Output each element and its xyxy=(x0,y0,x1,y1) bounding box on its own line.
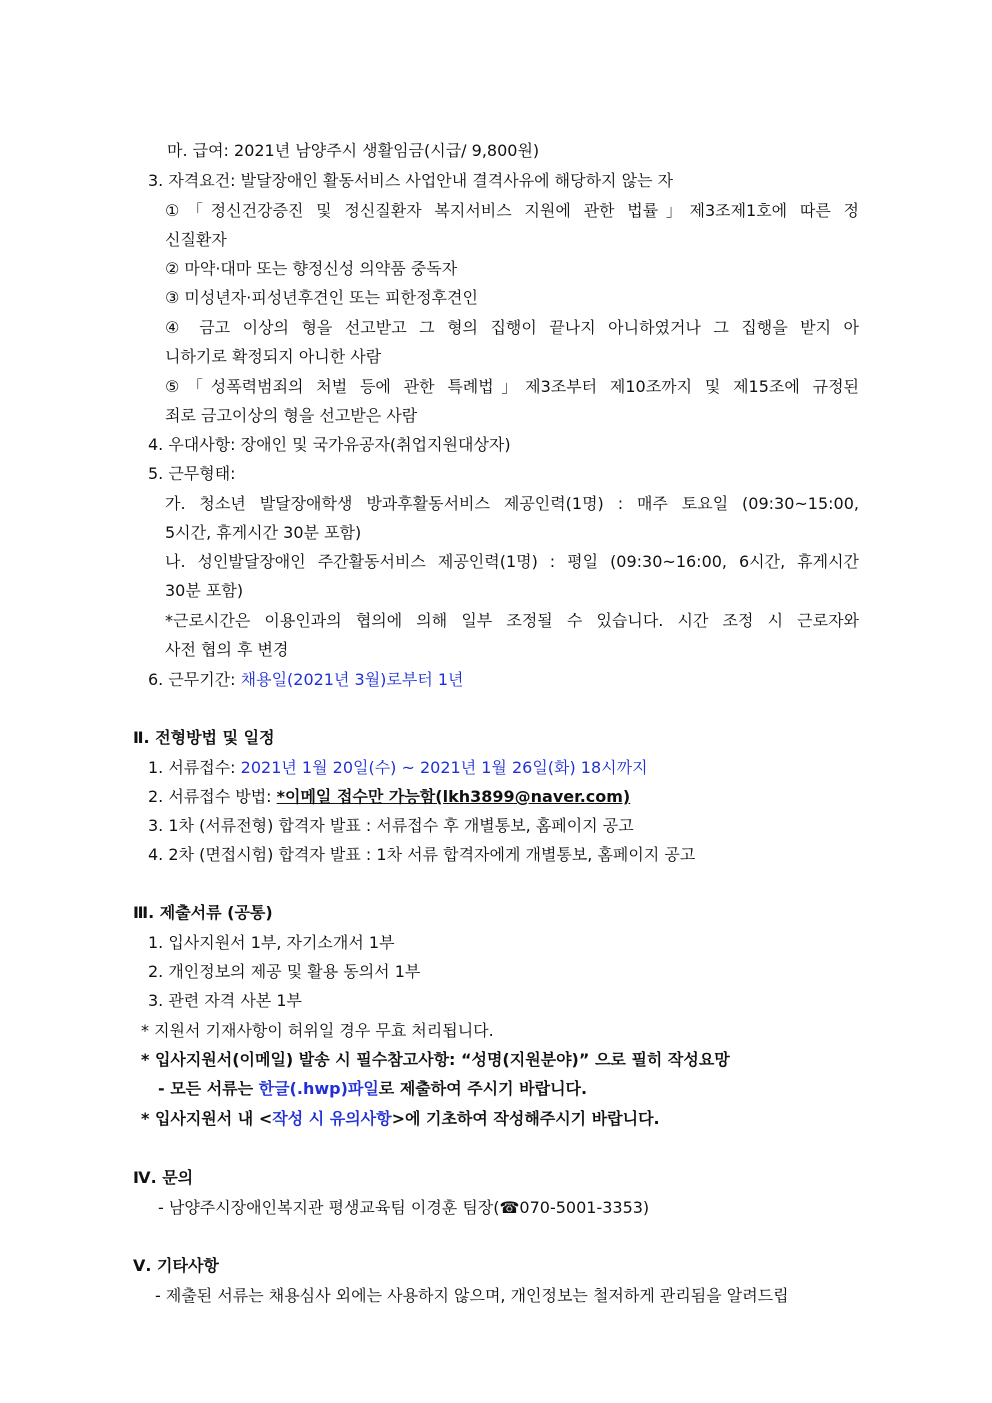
preference-line: 4. 우대사항: 장애인 및 국가유공자(취업지원대상자) xyxy=(148,435,511,454)
application-period-line xyxy=(148,757,648,779)
false-entry-note: * 지원서 기재사항이 허위일 경우 무효 처리됩니다. xyxy=(141,1021,494,1040)
document-item-1: 1. 입사지원서 1부, 자기소개서 1부 xyxy=(148,933,395,952)
section-2-heading: Ⅱ. 전형방법 및 일정 xyxy=(133,728,275,747)
work-type-item-1-line-2: 5시간, 휴게시간 30분 포함) xyxy=(165,523,362,542)
file-format-note xyxy=(158,1078,587,1100)
application-method-label: 2. 서류접수 방법: xyxy=(148,787,277,806)
work-period-label: 6. 근무기간: xyxy=(148,670,241,689)
document-item-2: 2. 개인정보의 제공 및 활용 동의서 1부 xyxy=(148,962,421,981)
second-round-line: 4. 2차 (면접시험) 합격자 발표 : 1차 서류 합격자에게 개별통보, 홈페이지 공고 xyxy=(148,845,696,864)
qualification-item-5-line-2: 죄로 금고이상의 형을 선고받은 사람 xyxy=(165,406,418,425)
privacy-note: - 제출된 서류는 채용심사 외에는 사용하지 않으며, 개인정보는 철저하게 관리됨을 알려드립 xyxy=(155,1286,789,1305)
qualification-title: 3. 자격요건: 발달장애인 활동서비스 사업안내 결격사유에 해당하지 않는 자 xyxy=(148,171,674,190)
file-format-note-c: 로 제출하여 주시기 바랍니다. xyxy=(378,1079,588,1098)
writing-guide-note-link: 작성 시 유의사항 xyxy=(272,1109,392,1128)
qualification-item-4-line-2: 니하기로 확정되지 아니한 사람 xyxy=(165,347,382,366)
application-email-link[interactable]: *이메일 접수만 가능함(lkh3899@naver.com) xyxy=(276,787,631,806)
file-format-note-hwp: 한글(.hwp)파일 xyxy=(258,1079,379,1098)
work-period-line xyxy=(148,669,464,691)
section-3-heading: Ⅲ. 제출서류 (공통) xyxy=(133,903,273,922)
section-5-heading: Ⅴ. 기타사항 xyxy=(133,1256,219,1275)
qualification-item-4-line-1: ④ 금고 이상의 형을 선고받고 그 형의 집행이 끝나지 아니하였거나 그 집행을 받지 아 xyxy=(165,318,859,337)
work-type-item-2-line-1: 나. 성인발달장애인 주간활동서비스 제공인력(1명) : 평일 (09:30~16:00, 6시간, 휴게시간 xyxy=(165,552,859,571)
qualification-item-2: ② 마약·대마 또는 향정신성 의약품 중독자 xyxy=(165,259,458,278)
qualification-item-1-line-2: 신질환자 xyxy=(165,230,227,249)
contact-line: - 남양주시장애인복지관 평생교육팀 이경훈 팀장(☎070-5001-3353) xyxy=(158,1198,650,1217)
writing-guide-note-a: * 입사지원서 내 < xyxy=(141,1109,273,1128)
qualification-item-1-line-1: ①「정신건강증진 및 정신질환자 복지서비스 지원에 관한 법률」제3조제1호에 따른 정 xyxy=(165,201,859,220)
application-period-value: 2021년 1월 20일(수) ~ 2021년 1월 26일(화) 18시까지 xyxy=(240,758,648,777)
writing-guide-note-c: >에 기초하여 작성해주시기 바랍니다. xyxy=(391,1109,660,1128)
writing-guide-note xyxy=(141,1108,660,1130)
document-item-3: 3. 관련 자격 사본 1부 xyxy=(148,991,302,1010)
application-method-line xyxy=(148,786,630,808)
application-period-label: 1. 서류접수: xyxy=(148,758,241,777)
work-type-item-1-line-1: 가. 청소년 발달장애학생 방과후활동서비스 제공인력(1명) : 매주 토요일 (09:30~15:00, xyxy=(165,494,859,513)
work-time-note-line-1: *근로시간은 이용인과의 협의에 의해 일부 조정될 수 있습니다. 시간 조정 시 근로자와 xyxy=(165,611,859,630)
qualification-item-5-line-1: ⑤「성폭력범죄의 처벌 등에 관한 특례법」제3조부터 제10조까지 및 제15조에 규정된 xyxy=(165,377,859,396)
file-format-note-a: - 모든 서류는 xyxy=(158,1079,259,1098)
email-naming-note: * 입사지원서(이메일) 발송 시 필수참고사항: “성명(지원분야)” 으로 필히 작성요망 xyxy=(141,1050,730,1069)
section-4-heading: Ⅳ. 문의 xyxy=(133,1168,194,1187)
work-type-title: 5. 근무형태: xyxy=(148,464,236,483)
qualification-item-3: ③ 미성년자·피성년후견인 또는 피한정후견인 xyxy=(165,288,478,307)
first-round-line: 3. 1차 (서류전형) 합격자 발표 : 서류접수 후 개별통보, 홈페이지 공고 xyxy=(148,816,634,835)
work-period-value: 채용일(2021년 3월)로부터 1년 xyxy=(240,670,464,689)
salary-line: 마. 급여: 2021년 남양주시 생활임금(시급/ 9,800원) xyxy=(167,141,540,160)
work-type-item-2-line-2: 30분 포함) xyxy=(165,581,244,600)
work-time-note-line-2: 사전 협의 후 변경 xyxy=(165,640,289,659)
